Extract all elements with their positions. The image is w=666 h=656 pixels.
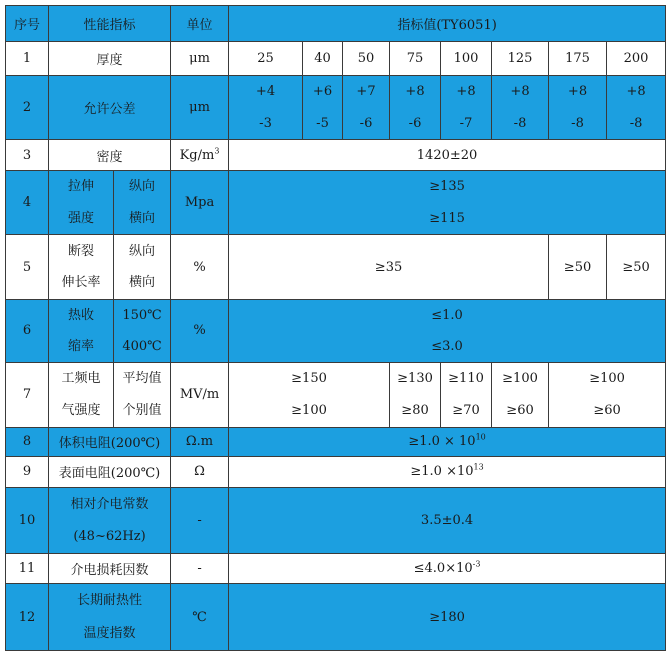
value-cell: ≥135 ≥115 [229,170,666,235]
property-name: 厚度 [49,42,171,75]
value-cell: ≥110 ≥70 [441,362,492,427]
row-number: 7 [6,362,49,427]
row-number: 10 [6,488,49,554]
value-cell: $\ge 1.0 \times 10^{10}$ [229,427,666,456]
property-name: 工频电 气强度 [49,362,114,427]
property-name: 断裂 伸长率 [49,235,114,300]
tolerance-value: +7 -6 [343,75,390,140]
table-row [6,235,666,300]
table-row [6,75,666,140]
tolerance-value: +8 -7 [441,75,492,140]
table-row [6,170,666,235]
unit-cell: - [171,553,229,583]
tolerance-value: +6 -5 [303,75,343,140]
property-name: 允许公差 [49,75,171,140]
value-cell: ≥100 ≥60 [492,362,549,427]
property-name: 介电损耗因数 [49,553,171,583]
header-row [6,6,666,42]
sub-property: 150℃ 400℃ [114,300,171,363]
header-no: 序号 [6,6,49,42]
unit-cell: % [171,300,229,363]
tolerance-value: +4 -3 [229,75,303,140]
row-number: 9 [6,456,49,487]
tolerance-value: +8 -6 [390,75,441,140]
table-row [6,488,666,554]
spec-table-container [5,5,650,651]
value-cell: ≥50 [549,235,607,300]
row-number: 6 [6,300,49,363]
table-row [6,362,666,427]
tolerance-value: +8 -8 [492,75,549,140]
unit-cell: Ω.m [171,427,229,456]
property-name: 体积电阻(200℃) [49,427,171,456]
thickness-value: 40 [303,42,343,75]
table-row [6,300,666,363]
thickness-value: 100 [441,42,492,75]
table-row [6,456,666,487]
value-cell: 3.5±0.4 [229,488,666,554]
spec-table [5,5,666,651]
thickness-value: 75 [390,42,441,75]
row-number: 4 [6,170,49,235]
header-property: 性能指标 [49,6,171,42]
row-number: 5 [6,235,49,300]
value-cell: ≥100 ≥60 [549,362,666,427]
unit-cell: Ω [171,456,229,487]
table-row [6,427,666,456]
property-name: 表面电阻(200℃) [49,456,171,487]
table-row [6,42,666,75]
tolerance-value: +8 -8 [607,75,666,140]
unit-cell: μm [171,42,229,75]
table-row [6,584,666,651]
unit-cell: $Kg/m^3$ [171,140,229,170]
row-number: 1 [6,42,49,75]
sub-property: 平均值 个别值 [114,362,171,427]
value-cell: ≥50 [607,235,666,300]
thickness-value: 50 [343,42,390,75]
value-cell: $\le 4.0\times 10^{-3}$ [229,553,666,583]
unit-cell: Mpa [171,170,229,235]
property-name: 拉伸 强度 [49,170,114,235]
sub-property: 纵向 横向 [114,170,171,235]
thickness-value: 175 [549,42,607,75]
row-number: 8 [6,427,49,456]
sub-property: 纵向 横向 [114,235,171,300]
row-number: 3 [6,140,49,170]
tolerance-value: +8 -8 [549,75,607,140]
value-cell: ≥180 [229,584,666,651]
header-unit: 单位 [171,6,229,42]
property-name: 长期耐热性 温度指数 [49,584,171,651]
property-name: 热收 缩率 [49,300,114,363]
table-row [6,553,666,583]
thickness-value: 25 [229,42,303,75]
value-cell: ≤1.0 ≤3.0 [229,300,666,363]
unit-cell: MV/m [171,362,229,427]
unit-cell: ℃ [171,584,229,651]
thickness-value: 200 [607,42,666,75]
row-number: 2 [6,75,49,140]
table-row [6,140,666,170]
value-cell: ≥35 [229,235,549,300]
unit-cell: - [171,488,229,554]
unit-cell: μm [171,75,229,140]
property-name: 密度 [49,140,171,170]
row-number: 12 [6,584,49,651]
property-name: 相对介电常数 (48~62Hz) [49,488,171,554]
value-cell: $\ge 1.0 \times 10^{13}$ [229,456,666,487]
thickness-value: 125 [492,42,549,75]
unit-cell: % [171,235,229,300]
header-value: 指标值(TY6051) [229,6,666,42]
row-number: 11 [6,553,49,583]
value-cell: ≥150 ≥100 [229,362,390,427]
value-cell: 1420±20 [229,140,666,170]
value-cell: ≥130 ≥80 [390,362,441,427]
